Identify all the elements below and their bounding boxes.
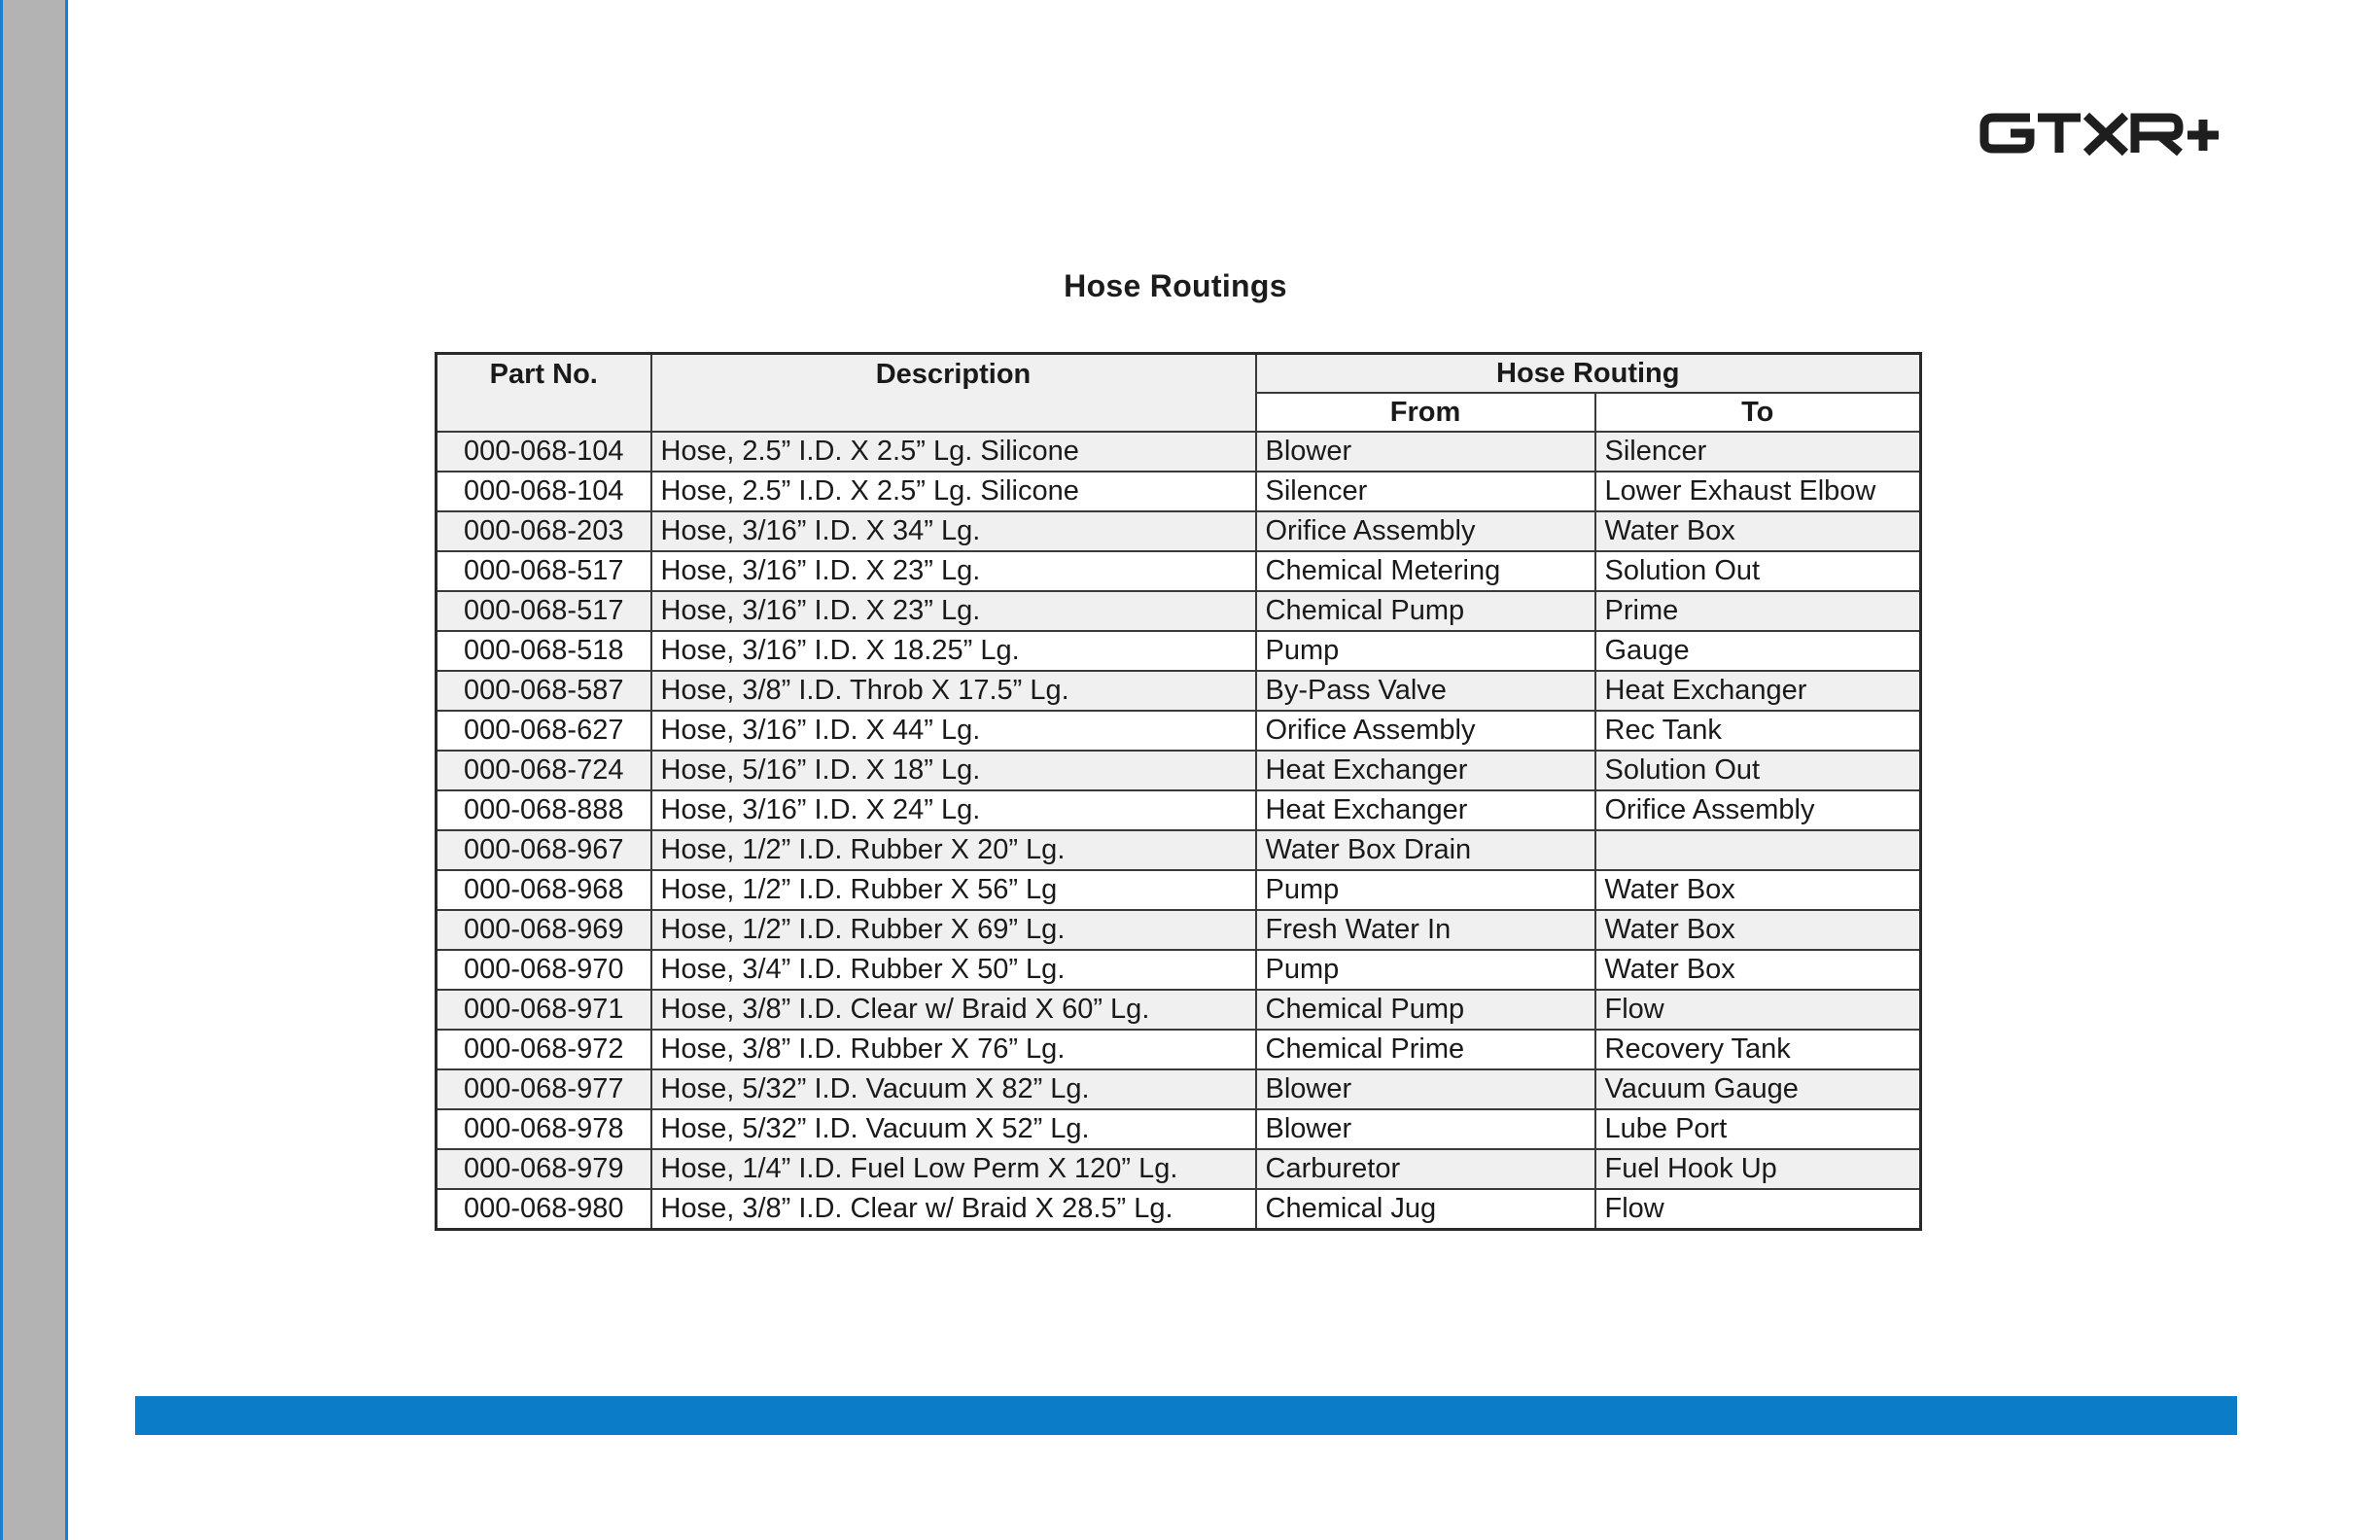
description-cell: Hose, 5/32” I.D. Vacuum X 82” Lg. <box>651 1069 1256 1109</box>
header-description: Description <box>651 354 1256 433</box>
part-no-cell: 000-068-970 <box>437 950 651 990</box>
part-no-cell: 000-068-724 <box>437 751 651 790</box>
part-no-cell: 000-068-587 <box>437 671 651 711</box>
table-row <box>437 1109 1921 1149</box>
table-row <box>437 1030 1921 1069</box>
table-header-row <box>437 354 1921 394</box>
part-no-cell: 000-068-627 <box>437 711 651 751</box>
table-row <box>437 432 1921 472</box>
from-cell: Chemical Prime <box>1256 1030 1595 1069</box>
to-cell: Fuel Hook Up <box>1595 1149 1921 1189</box>
from-cell: Blower <box>1256 1069 1595 1109</box>
to-cell: Heat Exchanger <box>1595 671 1921 711</box>
description-cell: Hose, 3/8” I.D. Clear w/ Braid X 28.5” Lg. <box>651 1189 1256 1230</box>
part-no-cell: 000-068-203 <box>437 511 651 551</box>
to-cell: Solution Out <box>1595 751 1921 790</box>
part-no-cell: 000-068-967 <box>437 830 651 870</box>
from-cell: Blower <box>1256 1109 1595 1149</box>
from-cell: Blower <box>1256 432 1595 472</box>
to-cell: Lube Port <box>1595 1109 1921 1149</box>
to-cell: Flow <box>1595 990 1921 1030</box>
from-cell: Fresh Water In <box>1256 910 1595 950</box>
from-cell: Chemical Metering <box>1256 551 1595 591</box>
from-cell: Orifice Assembly <box>1256 711 1595 751</box>
to-cell: Water Box <box>1595 910 1921 950</box>
description-cell: Hose, 5/16” I.D. X 18” Lg. <box>651 751 1256 790</box>
from-cell: Chemical Pump <box>1256 990 1595 1030</box>
to-cell: Water Box <box>1595 511 1921 551</box>
part-no-cell: 000-068-972 <box>437 1030 651 1069</box>
from-cell: By-Pass Valve <box>1256 671 1595 711</box>
table-row <box>437 990 1921 1030</box>
to-cell: Water Box <box>1595 870 1921 910</box>
part-no-cell: 000-068-980 <box>437 1189 651 1230</box>
description-cell: Hose, 3/16” I.D. X 24” Lg. <box>651 790 1256 830</box>
description-cell: Hose, 5/32” I.D. Vacuum X 52” Lg. <box>651 1109 1256 1149</box>
page-title: Hose Routings <box>1064 268 1287 303</box>
part-no-cell: 000-068-977 <box>437 1069 651 1109</box>
to-cell: Recovery Tank <box>1595 1030 1921 1069</box>
to-cell: Prime <box>1595 591 1921 631</box>
table-row <box>437 751 1921 790</box>
description-cell: Hose, 3/8” I.D. Clear w/ Braid X 60” Lg. <box>651 990 1256 1030</box>
part-no-cell: 000-068-979 <box>437 1149 651 1189</box>
from-cell: Water Box Drain <box>1256 830 1595 870</box>
table-row <box>437 711 1921 751</box>
table-row <box>437 790 1921 830</box>
table-row <box>437 631 1921 671</box>
footer-accent-bar <box>135 1396 2237 1435</box>
from-cell: Silencer <box>1256 472 1595 511</box>
header-part-no: Part No. <box>437 354 651 433</box>
table-row <box>437 591 1921 631</box>
to-cell: Vacuum Gauge <box>1595 1069 1921 1109</box>
to-cell: Silencer <box>1595 432 1921 472</box>
table-row <box>437 511 1921 551</box>
from-cell: Pump <box>1256 870 1595 910</box>
to-cell: Lower Exhaust Elbow <box>1595 472 1921 511</box>
description-cell: Hose, 3/8” I.D. Throb X 17.5” Lg. <box>651 671 1256 711</box>
from-cell: Orifice Assembly <box>1256 511 1595 551</box>
header-hose-routing: Hose Routing <box>1256 354 1921 394</box>
header-from: From <box>1256 393 1595 432</box>
to-cell: Water Box <box>1595 950 1921 990</box>
to-cell: Gauge <box>1595 631 1921 671</box>
from-cell: Chemical Pump <box>1256 591 1595 631</box>
description-cell: Hose, 2.5” I.D. X 2.5” Lg. Silicone <box>651 472 1256 511</box>
description-cell: Hose, 3/16” I.D. X 18.25” Lg. <box>651 631 1256 671</box>
from-cell: Pump <box>1256 631 1595 671</box>
description-cell: Hose, 1/2” I.D. Rubber X 69” Lg. <box>651 910 1256 950</box>
part-no-cell: 000-068-978 <box>437 1109 651 1149</box>
part-no-cell: 000-068-104 <box>437 472 651 511</box>
hose-routing-table <box>435 352 1922 1231</box>
description-cell: Hose, 3/8” I.D. Rubber X 76” Lg. <box>651 1030 1256 1069</box>
table-row <box>437 671 1921 711</box>
table-row <box>437 472 1921 511</box>
gtxr-logo <box>1979 93 2236 171</box>
description-cell: Hose, 3/4” I.D. Rubber X 50” Lg. <box>651 950 1256 990</box>
from-cell: Heat Exchanger <box>1256 751 1595 790</box>
part-no-cell: 000-068-968 <box>437 870 651 910</box>
part-no-cell: 000-068-888 <box>437 790 651 830</box>
table-row <box>437 910 1921 950</box>
description-cell: Hose, 3/16” I.D. X 23” Lg. <box>651 551 1256 591</box>
from-cell: Chemical Jug <box>1256 1189 1595 1230</box>
table-row <box>437 950 1921 990</box>
to-cell <box>1595 830 1921 870</box>
description-cell: Hose, 3/16” I.D. X 44” Lg. <box>651 711 1256 751</box>
description-cell: Hose, 1/2” I.D. Rubber X 56” Lg <box>651 870 1256 910</box>
description-cell: Hose, 1/2” I.D. Rubber X 20” Lg. <box>651 830 1256 870</box>
part-no-cell: 000-068-104 <box>437 432 651 472</box>
part-no-cell: 000-068-517 <box>437 591 651 631</box>
header-to: To <box>1595 393 1921 432</box>
from-cell: Heat Exchanger <box>1256 790 1595 830</box>
table-row <box>437 551 1921 591</box>
description-cell: Hose, 2.5” I.D. X 2.5” Lg. Silicone <box>651 432 1256 472</box>
table-row <box>437 1069 1921 1109</box>
to-cell: Flow <box>1595 1189 1921 1230</box>
description-cell: Hose, 3/16” I.D. X 23” Lg. <box>651 591 1256 631</box>
part-no-cell: 000-068-518 <box>437 631 651 671</box>
to-cell: Solution Out <box>1595 551 1921 591</box>
table-row <box>437 1189 1921 1230</box>
table-row <box>437 830 1921 870</box>
description-cell: Hose, 1/4” I.D. Fuel Low Perm X 120” Lg. <box>651 1149 1256 1189</box>
side-strip <box>0 0 68 1540</box>
to-cell: Rec Tank <box>1595 711 1921 751</box>
from-cell: Carburetor <box>1256 1149 1595 1189</box>
part-no-cell: 000-068-971 <box>437 990 651 1030</box>
from-cell: Pump <box>1256 950 1595 990</box>
table-row <box>437 870 1921 910</box>
table-row <box>437 1149 1921 1189</box>
part-no-cell: 000-068-969 <box>437 910 651 950</box>
description-cell: Hose, 3/16” I.D. X 34” Lg. <box>651 511 1256 551</box>
part-no-cell: 000-068-517 <box>437 551 651 591</box>
to-cell: Orifice Assembly <box>1595 790 1921 830</box>
